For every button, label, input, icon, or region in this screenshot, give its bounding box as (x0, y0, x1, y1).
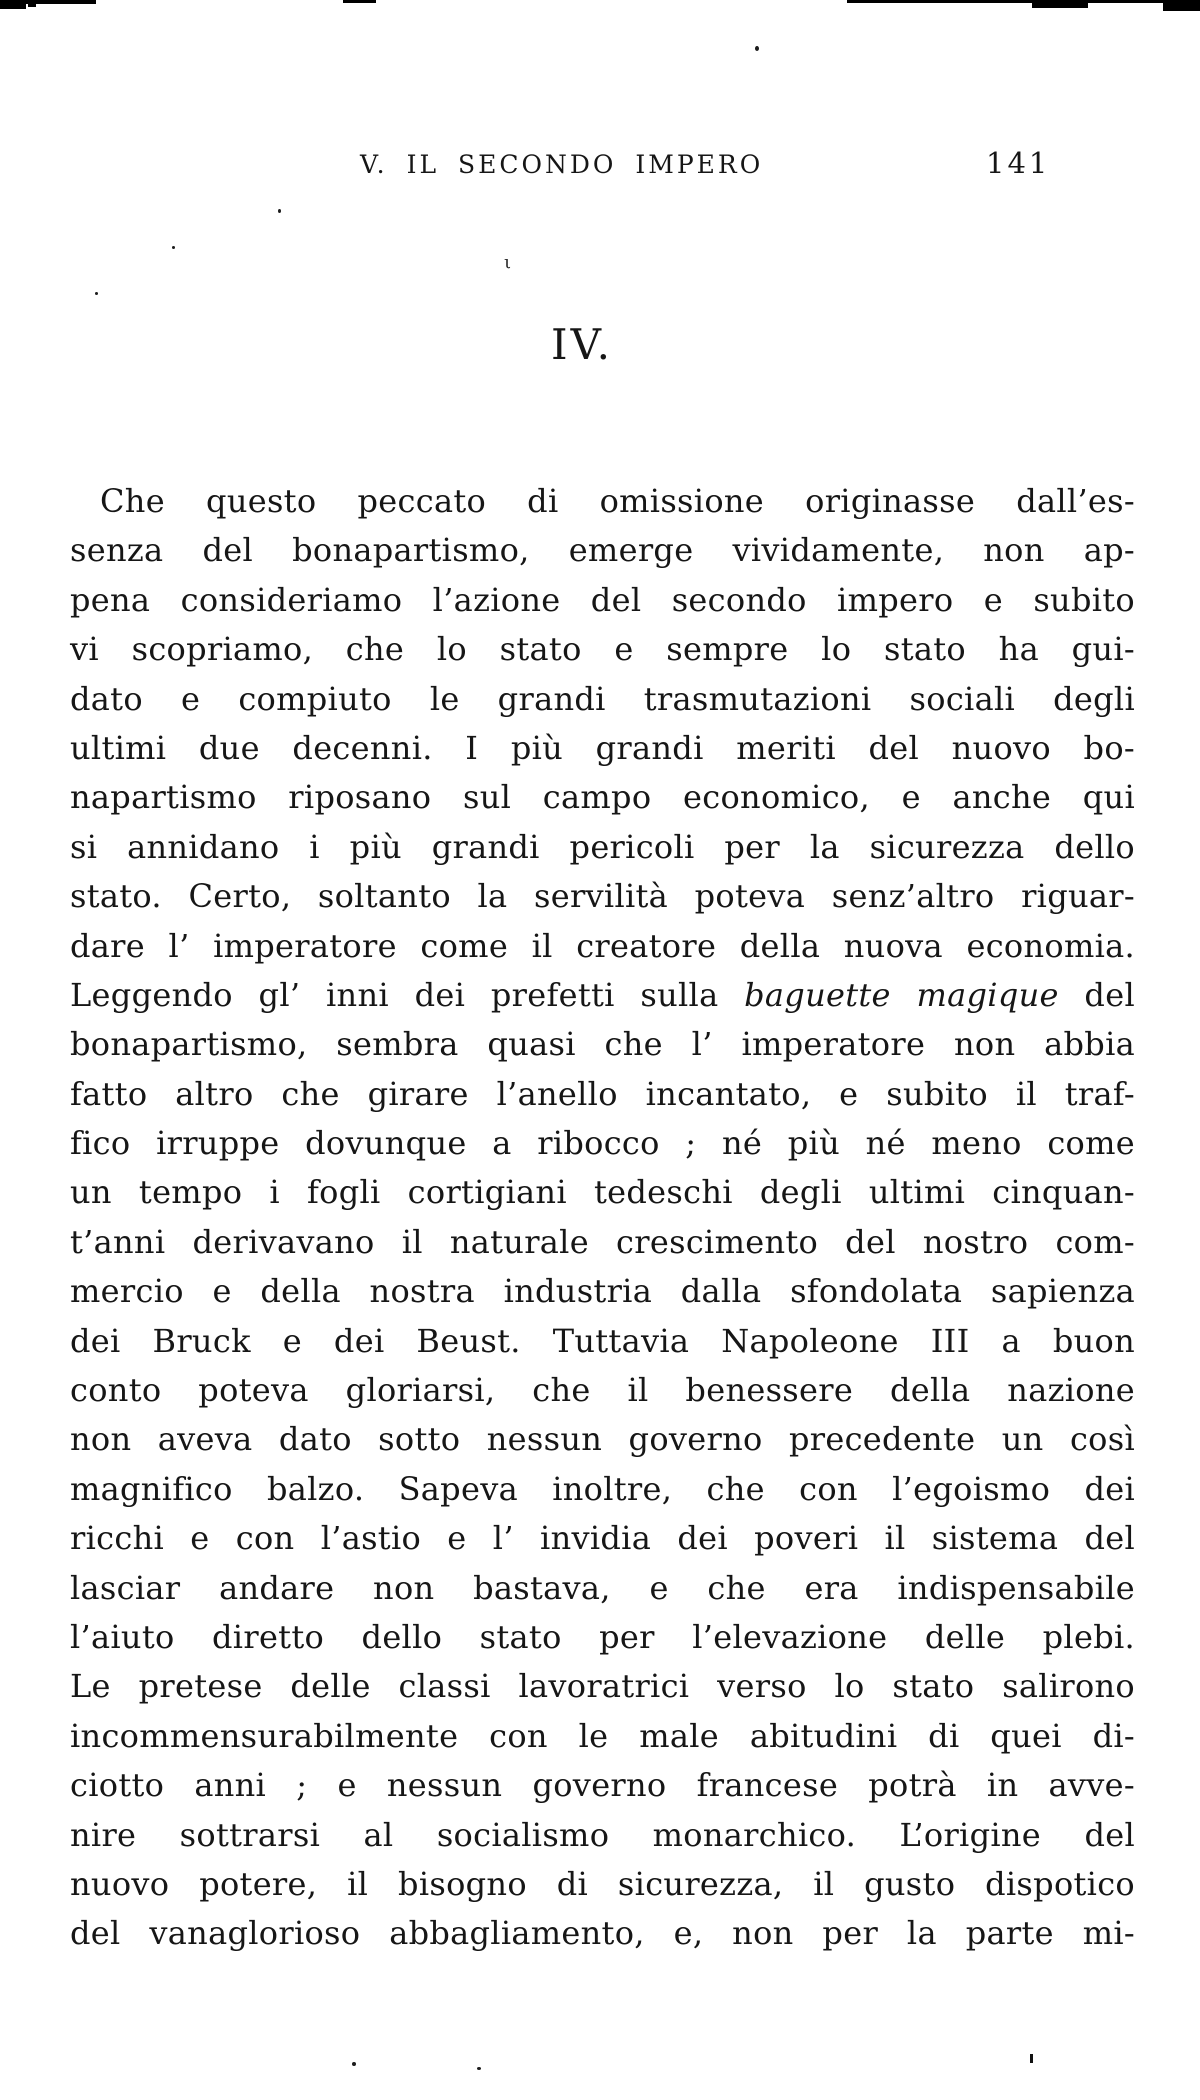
text-line (70, 1662, 1135, 1711)
scan-artifact (847, 0, 1200, 3)
text-line (70, 1712, 1135, 1761)
text-segment: non aveva dato sotto nessun governo precedente un così (70, 1420, 1135, 1459)
text-segment: dare l’ imperatore come il creatore della nuova economia. (70, 926, 1135, 965)
text-segment: si annidano i più grandi pericoli per la sicurezza dello (70, 827, 1135, 866)
text-segment: un tempo i fogli cortigiani tedeschi degli ultimi cinquan- (70, 1173, 1135, 1212)
scan-artifact (1032, 0, 1088, 8)
italic-phrase: baguette magique (744, 975, 1059, 1014)
text-line (70, 1119, 1135, 1168)
ink-speck (278, 209, 281, 213)
text-segment: nuovo potere, il bisogno di sicurezza, il gusto dispotico (70, 1864, 1135, 1903)
text-line (70, 1811, 1135, 1860)
ink-speck (95, 292, 98, 295)
text-segment: ricchi e con l’astio e l’ invidia dei poveri il sistema del (70, 1519, 1135, 1558)
text-line (70, 724, 1135, 773)
text-line (70, 675, 1135, 724)
ink-speck (755, 46, 759, 51)
text-segment: lasciar andare non bastava, e che era indispensabile (70, 1568, 1135, 1607)
text-line (70, 1317, 1135, 1366)
text-line (70, 526, 1135, 575)
section-heading: IV. (551, 320, 613, 369)
text-segment: ciotto anni ; e nessun governo francese potrà in avve- (70, 1766, 1135, 1805)
stray-mark: ι (504, 252, 512, 273)
text-segment: napartismo riposano sul campo economico, e anche qui (70, 778, 1135, 817)
text-line (70, 1218, 1135, 1267)
text-segment: senza del bonapartismo, emerge vividamente, non ap- (70, 531, 1135, 570)
text-segment: l’aiuto diretto dello stato per l’elevazione delle plebi. (70, 1617, 1135, 1656)
text-segment: conto poteva gloriarsi, che il benessere della nazione (70, 1371, 1135, 1410)
text-line (70, 823, 1135, 872)
text-line (70, 1415, 1135, 1464)
text-line (70, 1020, 1135, 1069)
text-segment: bonapartismo, sembra quasi che l’ imperatore non abbia (70, 1025, 1135, 1064)
text-segment: del (1058, 975, 1135, 1014)
text-segment: Leggendo gl’ inni dei prefetti sulla (70, 975, 745, 1014)
text-segment: vi scopriamo, che lo stato e sempre lo stato ha gui- (70, 630, 1135, 669)
text-line (70, 1564, 1135, 1613)
text-segment: dato e compiuto le grandi trasmutazioni sociali degli (70, 679, 1135, 718)
text-line (70, 477, 1135, 526)
text-line (70, 1070, 1135, 1119)
text-line (70, 922, 1135, 971)
scan-artifact (343, 0, 376, 3)
text-segment: nire sottrarsi al socialismo monarchico. L’origine del (70, 1815, 1135, 1854)
text-segment: pena consideriamo l’azione del secondo impero e subito (70, 580, 1135, 619)
text-line (70, 1613, 1135, 1662)
text-segment: mercio e della nostra industria dalla sfondolata sapienza (70, 1272, 1135, 1311)
text-segment: Le pretese delle classi lavoratrici verso lo stato salirono (70, 1667, 1135, 1706)
scan-artifact (0, 0, 26, 9)
text-segment: t’anni derivavano il naturale crescimento del nostro com- (70, 1222, 1135, 1261)
text-segment: Che questo peccato di omissione originasse dall’es- (100, 482, 1135, 520)
text-segment: fatto altro che girare l’anello incantato, e subito il traf- (70, 1074, 1135, 1113)
scan-artifact (1163, 0, 1200, 11)
text-segment: ultimi due decenni. I più grandi meriti del nuovo bo- (70, 728, 1135, 767)
ink-speck (477, 2067, 481, 2070)
text-line (70, 1267, 1135, 1316)
text-segment: del vanaglorioso abbagliamento, e, non per la parte mi- (70, 1914, 1135, 1953)
text-line (70, 1860, 1135, 1909)
body-text (70, 477, 1135, 1959)
text-segment: dei Bruck e dei Beust. Tuttavia Napoleone III a buon (70, 1321, 1135, 1360)
text-segment: fico irruppe dovunque a ribocco ; né più né meno come (70, 1124, 1135, 1163)
page-number: 141 (986, 146, 1051, 180)
running-title: V. IL SECONDO IMPERO (360, 150, 764, 179)
text-line (70, 1168, 1135, 1217)
text-line (70, 872, 1135, 921)
text-line (70, 971, 1135, 1020)
text-line (70, 773, 1135, 822)
scan-artifact (28, 3, 36, 7)
text-line (70, 1465, 1135, 1514)
text-line (70, 1366, 1135, 1415)
text-segment: magnifico balzo. Sapeva inoltre, che con l’egoismo dei (70, 1469, 1135, 1508)
ink-speck (352, 2062, 356, 2066)
ink-speck (1030, 2054, 1033, 2063)
text-line (70, 1514, 1135, 1563)
text-line (70, 1909, 1135, 1958)
text-segment: stato. Certo, soltanto la servilità poteva senz’altro riguar- (70, 877, 1135, 916)
text-segment: incommensurabilmente con le male abitudini di quei di- (70, 1716, 1135, 1755)
text-line (70, 576, 1135, 625)
text-line (70, 625, 1135, 674)
ink-speck (172, 246, 175, 249)
text-line (70, 1761, 1135, 1810)
